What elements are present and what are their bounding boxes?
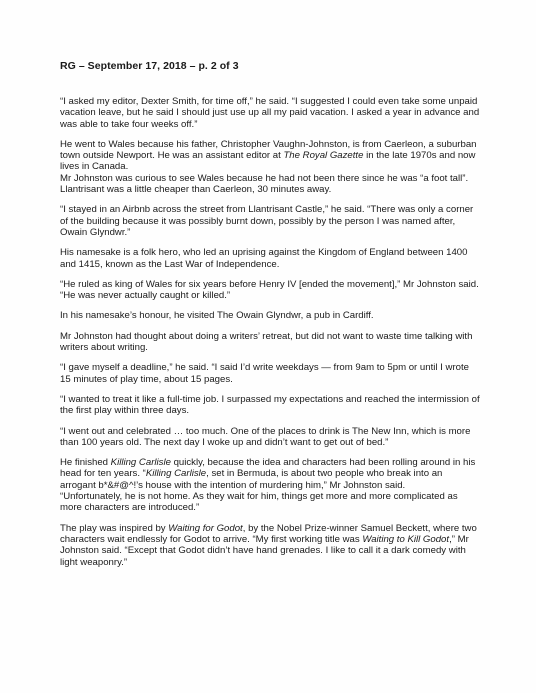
- paragraph-text: Mr Johnston had thought about doing a writers’ retreat, but did not want to waste time talking with writers about writing.: [60, 330, 473, 354]
- paragraph: [60, 279, 480, 302]
- paragraph: [60, 204, 480, 238]
- paragraph-text: “I gave myself a deadline,” he said. “I said I’d write weekdays — from 9am to 5pm or until I wrote 15 minutes of play time, about 15 pages.: [60, 362, 469, 385]
- paragraph: [60, 139, 480, 173]
- paragraph-text: “I stayed in an Airbnb across the street from Llantrisant Castle,” he said. “There was only a corner of the building because it was possibly burnt down, possibly by the person I was named after, Owain Glyndwr.”: [60, 204, 474, 238]
- paragraph: [60, 362, 480, 385]
- paragraph: [60, 96, 480, 130]
- article-body: [60, 96, 480, 577]
- paragraph-text: In his namesake’s honour, he visited The Owain Glyndwr, a pub in Cardiff.: [60, 310, 374, 322]
- italic-title-text: Waiting to Kill Godot: [362, 533, 450, 545]
- paragraph-text: “He ruled as king of Wales for six years before Henry IV [ended the movement],” Mr Johnston said. “He was never actually caught or killed.”: [60, 278, 479, 302]
- paragraph: [60, 426, 480, 449]
- paragraph-text: “I wanted to treat it like a full-time job. I surpassed my expectations and reached the intermission of the first play within three days.: [60, 393, 480, 417]
- page-header: RG – September 17, 2018 – p. 2 of 3: [60, 60, 239, 72]
- italic-title-text: Waiting for Godot: [168, 522, 243, 534]
- paragraph-text: quickly, because the idea and characters had been rolling around in his head for ten years. “: [60, 457, 476, 480]
- paragraph: [60, 310, 480, 321]
- paragraph-text: “Unfortunately, he is not home. As they wait for him, things get more and more complicated as more characters are introduced.”: [60, 491, 458, 514]
- paragraph-text: Mr Johnston was curious to see Wales because he had not been there since he was “a foot tall”. Llantrisant was a little cheaper than Caerleon, 30 minutes away.: [60, 172, 469, 196]
- paragraph-text: “I went out and celebrated … too much. One of the places to drink is The New Inn, which is more than 100 years old. The next day I woke up and didn’t want to get out of bed.”: [60, 425, 471, 448]
- italic-title-text: The Royal Gazette: [283, 150, 364, 162]
- paragraph-text: ,” Mr Johnston said. “Except that Godot didn’t have hand grenades. I like to call it a dark comedy with light weaponry.”: [60, 533, 469, 568]
- paragraph: [60, 173, 480, 196]
- paragraph-text: , set in Bermuda, is about two people who break into an arrogant b*&#@^!’s house with the intention of murdering him,” Mr Johnston said.: [60, 468, 443, 491]
- paragraph-text: , by the Nobel Prize-winner Samuel Beckett, where two characters wait endlessly for Godot to arrive. “My first working title was: [60, 522, 477, 545]
- paragraph-text: He went to Wales because his father, Christopher Vaughn-Johnston, is from Caerleon, a suburban town outside Newport. He was an assistant editor at: [60, 138, 477, 162]
- paragraph: [60, 331, 480, 354]
- paragraph-text: “I asked my editor, Dexter Smith, for time off,” he said. “I suggested I could even take some unpaid vacation leave, but he said I should just use up all my paid vacation. I asked a year in advance and was able to take four weeks off.”: [60, 96, 480, 130]
- italic-title-text: Killing Carlisle: [145, 468, 207, 480]
- paragraph-text: His namesake is a folk hero, who led an uprising against the Kingdom of England between 1400 and 1415, known as the Last War of Independence.: [60, 247, 468, 270]
- paragraph: [60, 457, 480, 491]
- italic-title-text: Killing Carlisle: [110, 457, 171, 469]
- paragraph-text: The play was inspired by: [60, 522, 169, 534]
- paragraph-text: in the late 1970s and now lives in Canada.: [60, 150, 476, 173]
- paragraph: [60, 247, 480, 270]
- paragraph-text: He finished: [60, 457, 111, 469]
- paragraph: [60, 523, 480, 568]
- paragraph: [60, 491, 480, 514]
- paragraph: [60, 394, 480, 417]
